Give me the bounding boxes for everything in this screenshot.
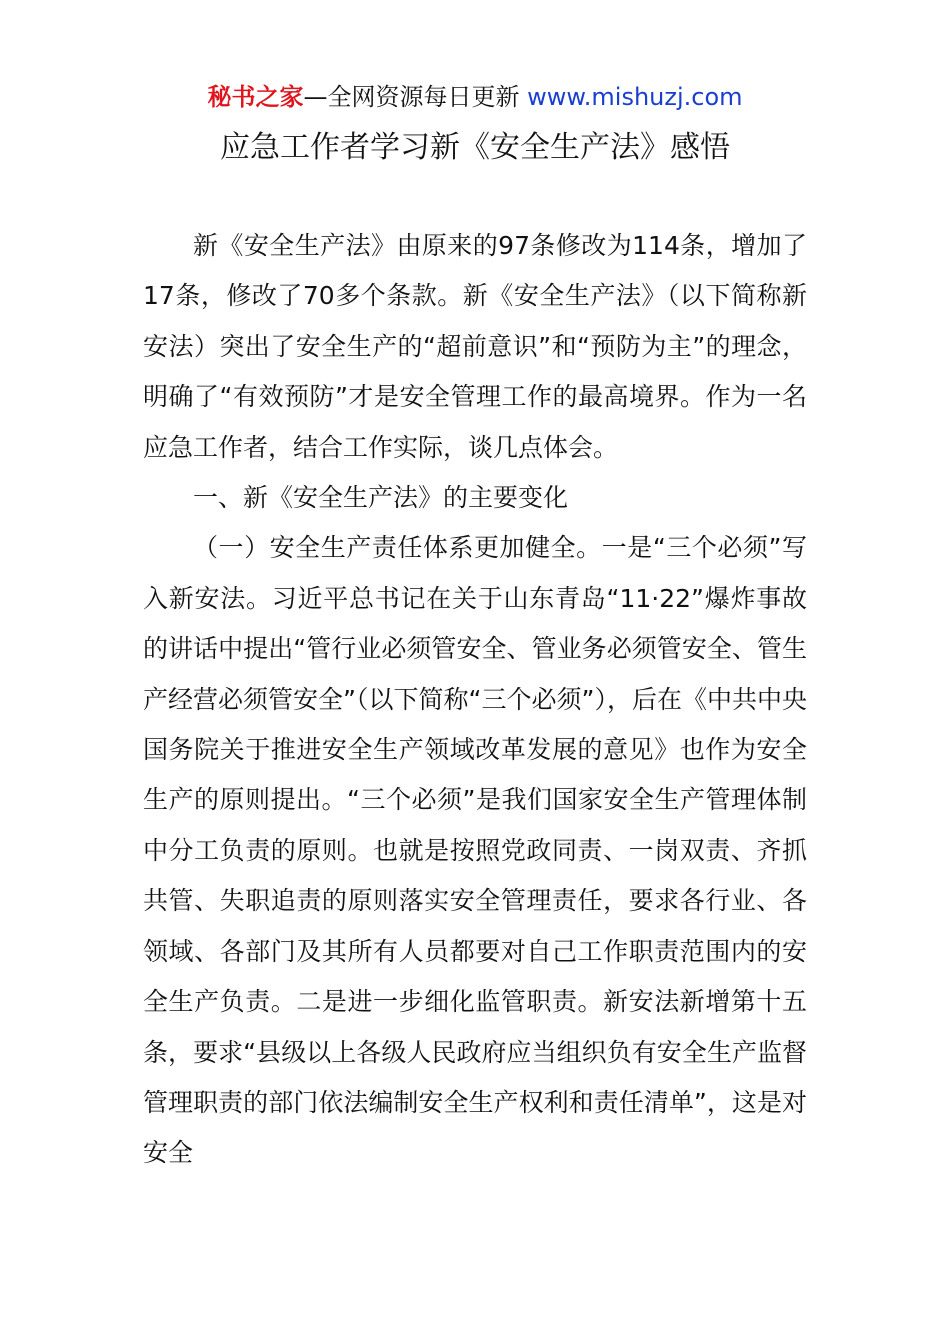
section-heading: 一、新《安全生产法》的主要变化 xyxy=(193,483,569,513)
header-tagline: —全网资源每日更新 xyxy=(303,83,520,111)
document-body xyxy=(143,221,807,1179)
document-title: 应急工作者学习新《安全生产法》感悟 xyxy=(220,130,730,165)
site-header xyxy=(0,80,950,114)
brand-name: 秘书之家 xyxy=(207,83,304,111)
paragraph-section-1: （一）安全生产责任体系更加健全。一是“三个必须”写入新安法。习近平总书记在关于山东青岛“11·22”爆炸事故的讲话中提出“管行业必须管安全、管业务必须管安全、管生产经营必须管安全”（以下简称“三个必须”），后在《中共中央国务院关于推进安全生产领域改革发展的意见》也作为安全生产的原则提出。“三个必须”是我们国家安全生产管理体制中分工负责的原则。也就是按照党政同责、一岗双责、齐抓共管、失职追责的原则落实安全管理责任，要求各行业、各领域、各部门及其所有人员都要对自己工作职责范围内的安全生产负责。二是进一步细化监管职责。新安法新增第十五条，要求“县级以上各级人民政府应当组织负有安全生产监督管理职责的部门依法编制安全生产权利和责任清单”，这是对安全 xyxy=(143,533,807,1168)
paragraph-intro: 新《安全生产法》由原来的97条修改为114条，增加了17条，修改了70多个条款。新《安全生产法》（以下简称新安法）突出了安全生产的“超前意识”和“预防为主”的理念，明确了“有效预防”才是安全管理工作的最高境界。作为一名应急工作者，结合工作实际，谈几点体会。 xyxy=(143,231,807,462)
site-url-link[interactable]: www.mishuzj.com xyxy=(527,83,743,111)
